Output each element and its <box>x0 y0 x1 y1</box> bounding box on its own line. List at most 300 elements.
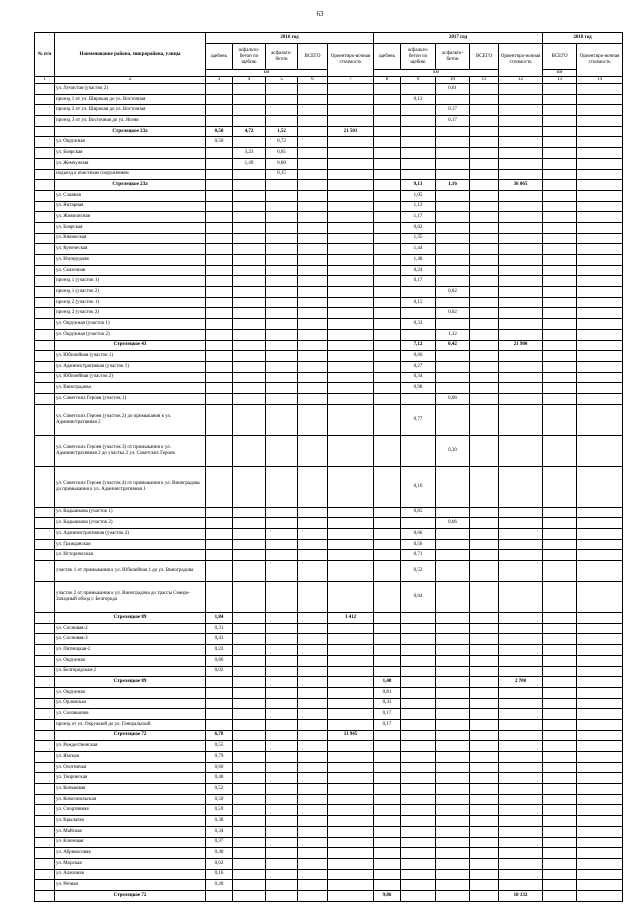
section-row <box>35 180 623 191</box>
row-number-cell <box>35 613 55 624</box>
value-cell <box>233 561 266 582</box>
value-cell <box>499 698 543 709</box>
value-cell <box>543 276 577 287</box>
value-cell <box>374 645 401 656</box>
section-name: Стрелецкое 43 <box>55 340 206 351</box>
value-cell: 0,52 <box>206 784 233 795</box>
value-cell <box>328 719 374 730</box>
column-index: 4 <box>233 77 266 84</box>
value-cell <box>470 784 499 795</box>
value-cell <box>401 84 436 95</box>
row-number-cell <box>35 297 55 308</box>
value-cell <box>543 666 577 677</box>
value-cell <box>401 623 436 634</box>
value-cell <box>298 329 328 340</box>
header-year-2018: 2018 год <box>543 33 623 44</box>
table-row <box>35 255 623 266</box>
value-cell <box>328 361 374 372</box>
value-cell <box>436 94 470 105</box>
value-cell <box>401 880 436 891</box>
value-cell <box>401 677 436 688</box>
value-cell <box>470 719 499 730</box>
value-cell <box>543 550 577 561</box>
street-name: ул. Советских Героев (участок 2) до примыкания к ул. Административная 2 <box>55 404 206 435</box>
value-cell <box>298 698 328 709</box>
row-number-cell <box>35 137 55 148</box>
value-cell <box>577 666 623 677</box>
row-number-cell <box>35 116 55 127</box>
value-cell <box>577 582 623 613</box>
value-cell <box>374 169 401 180</box>
value-cell: 0,02 <box>436 287 470 298</box>
value-cell <box>470 518 499 529</box>
table-row <box>35 709 623 720</box>
value-cell <box>298 180 328 191</box>
value-cell <box>470 372 499 383</box>
value-cell <box>298 190 328 201</box>
value-cell <box>266 677 298 688</box>
table-row <box>35 550 623 561</box>
value-cell <box>470 308 499 319</box>
value-cell: 21 900 <box>499 340 543 351</box>
value-cell: 0,86 <box>206 655 233 666</box>
value-cell <box>470 361 499 372</box>
value-cell: 1,48 <box>374 677 401 688</box>
row-number-cell <box>35 645 55 656</box>
street-name: ул. Советских Героев (участок 1) <box>55 393 206 404</box>
value-cell <box>470 709 499 720</box>
value-cell <box>266 222 298 233</box>
value-cell <box>499 265 543 276</box>
value-cell <box>233 805 266 816</box>
value-cell <box>374 435 401 466</box>
value-cell: 2 700 <box>499 677 543 688</box>
value-cell: 18 132 <box>499 890 543 901</box>
street-name: ул. Спортивная <box>55 805 206 816</box>
value-cell <box>206 148 233 159</box>
value-cell <box>266 858 298 869</box>
value-cell: 1,16 <box>436 180 470 191</box>
street-name: ул. Коньковая <box>55 784 206 795</box>
value-cell <box>577 383 623 394</box>
value-cell: 0,22 <box>206 645 233 656</box>
value-cell <box>543 645 577 656</box>
value-cell: 0,62 <box>206 858 233 869</box>
value-cell <box>577 518 623 529</box>
value-cell <box>401 687 436 698</box>
table-row <box>35 84 623 95</box>
value-cell <box>543 222 577 233</box>
value-cell <box>577 329 623 340</box>
value-cell <box>470 169 499 180</box>
value-cell <box>499 201 543 212</box>
row-number-cell <box>35 507 55 518</box>
value-cell: 0,55 <box>206 741 233 752</box>
value-cell <box>206 677 233 688</box>
value-cell <box>470 255 499 266</box>
value-cell <box>266 529 298 540</box>
table-row <box>35 361 623 372</box>
value-cell <box>206 351 233 362</box>
table-row <box>35 169 623 180</box>
value-cell <box>577 201 623 212</box>
value-cell <box>401 287 436 298</box>
value-cell <box>470 634 499 645</box>
value-cell <box>577 634 623 645</box>
value-cell <box>206 435 233 466</box>
value-cell <box>543 94 577 105</box>
value-cell: 21 501 <box>328 126 374 137</box>
table-row <box>35 837 623 848</box>
value-cell <box>577 265 623 276</box>
value-cell <box>374 880 401 891</box>
value-cell <box>543 190 577 201</box>
value-cell <box>499 784 543 795</box>
value-cell <box>470 582 499 613</box>
value-cell <box>374 393 401 404</box>
value-cell <box>298 613 328 624</box>
value-cell <box>298 550 328 561</box>
row-number-cell <box>35 719 55 730</box>
value-cell <box>401 116 436 127</box>
value-cell <box>436 773 470 784</box>
value-cell <box>233 666 266 677</box>
row-number-cell <box>35 677 55 688</box>
value-cell <box>206 466 233 507</box>
value-cell <box>206 190 233 201</box>
row-number-cell <box>35 361 55 372</box>
row-number-cell <box>35 105 55 116</box>
value-cell <box>436 319 470 330</box>
street-name: ул. Кадышкова (участок 1) <box>55 507 206 518</box>
value-cell <box>298 623 328 634</box>
value-cell <box>577 351 623 362</box>
value-cell <box>470 794 499 805</box>
value-cell <box>266 212 298 223</box>
table-row <box>35 265 623 276</box>
value-cell <box>499 730 543 741</box>
value-cell <box>543 137 577 148</box>
value-cell <box>470 826 499 837</box>
value-cell <box>470 730 499 741</box>
value-cell <box>436 816 470 827</box>
value-cell: 0,17 <box>436 105 470 116</box>
street-name: ул. Сосновая-3 <box>55 634 206 645</box>
row-number-cell <box>35 539 55 550</box>
value-cell <box>577 393 623 404</box>
street-name: ул. Юбилейная (участок 2) <box>55 372 206 383</box>
value-cell <box>470 848 499 859</box>
table-row <box>35 319 623 330</box>
row-number-cell <box>35 582 55 613</box>
value-cell <box>328 762 374 773</box>
table-row <box>35 137 623 148</box>
value-cell <box>206 582 233 613</box>
value-cell <box>298 84 328 95</box>
table-row <box>35 308 623 319</box>
value-cell <box>436 529 470 540</box>
value-cell <box>436 466 470 507</box>
value-cell: 1,48 <box>401 255 436 266</box>
table-row <box>35 539 623 550</box>
value-cell <box>577 805 623 816</box>
row-number-cell <box>35 180 55 191</box>
street-name: ул. Охотничья <box>55 762 206 773</box>
row-number-cell <box>35 784 55 795</box>
value-cell <box>470 466 499 507</box>
value-cell <box>543 158 577 169</box>
row-number-cell <box>35 169 55 180</box>
value-cell <box>266 561 298 582</box>
value-cell <box>436 201 470 212</box>
value-cell <box>328 287 374 298</box>
value-cell: 0,31 <box>206 623 233 634</box>
value-cell <box>233 116 266 127</box>
value-cell <box>470 837 499 848</box>
value-cell <box>266 719 298 730</box>
value-cell <box>499 297 543 308</box>
value-cell: 0,05 <box>266 148 298 159</box>
value-cell <box>374 372 401 383</box>
value-cell <box>374 297 401 308</box>
value-cell <box>298 212 328 223</box>
value-cell <box>499 848 543 859</box>
table-row <box>35 435 623 466</box>
value-cell <box>543 518 577 529</box>
row-number-cell <box>35 666 55 677</box>
value-cell <box>499 222 543 233</box>
value-cell <box>206 276 233 287</box>
value-cell <box>328 201 374 212</box>
value-cell <box>543 677 577 688</box>
value-cell <box>499 655 543 666</box>
value-cell <box>266 308 298 319</box>
row-number-cell <box>35 319 55 330</box>
column-index: 12 <box>499 77 543 84</box>
value-cell <box>233 94 266 105</box>
value-cell: 4,72 <box>233 126 266 137</box>
section-row <box>35 126 623 137</box>
value-cell <box>266 116 298 127</box>
value-cell <box>374 255 401 266</box>
value-cell <box>499 169 543 180</box>
value-cell <box>577 244 623 255</box>
value-cell <box>470 752 499 763</box>
header-cost: Ориентиро-вочная стоимость <box>499 44 543 77</box>
value-cell <box>266 773 298 784</box>
value-cell <box>298 890 328 901</box>
value-cell <box>577 212 623 223</box>
header-scheben: щебень <box>206 44 233 70</box>
value-cell <box>543 794 577 805</box>
value-cell <box>233 837 266 848</box>
column-index: 11 <box>470 77 499 84</box>
value-cell <box>328 858 374 869</box>
value-cell <box>499 276 543 287</box>
value-cell <box>374 858 401 869</box>
street-name: ул. Юбилейная (участок 1) <box>55 351 206 362</box>
street-name: участок 2 от примыкания к ул. Виноградова до трассы Северо-Западный обход г. Белгорода <box>55 582 206 613</box>
value-cell <box>577 550 623 561</box>
value-cell <box>206 244 233 255</box>
value-cell <box>298 94 328 105</box>
street-name: ул. Изумрудная <box>55 255 206 266</box>
value-cell: 0,66 <box>401 351 436 362</box>
value-cell <box>470 880 499 891</box>
value-cell <box>233 393 266 404</box>
value-cell <box>206 698 233 709</box>
row-number-cell <box>35 435 55 466</box>
value-cell <box>233 507 266 518</box>
value-cell <box>266 255 298 266</box>
value-cell <box>298 148 328 159</box>
page-number: 63 <box>316 10 324 18</box>
value-cell <box>374 529 401 540</box>
value-cell <box>374 773 401 784</box>
value-cell <box>543 329 577 340</box>
value-cell <box>499 383 543 394</box>
value-cell <box>470 158 499 169</box>
value-cell <box>233 169 266 180</box>
street-name: ул. Гражданская <box>55 539 206 550</box>
value-cell: 0,62 <box>401 222 436 233</box>
value-cell <box>206 329 233 340</box>
value-cell <box>206 116 233 127</box>
value-cell <box>233 244 266 255</box>
value-cell <box>233 361 266 372</box>
row-number-cell <box>35 255 55 266</box>
value-cell <box>328 709 374 720</box>
value-cell: 0,27 <box>401 361 436 372</box>
value-cell <box>328 94 374 105</box>
value-cell <box>266 404 298 435</box>
value-cell <box>233 634 266 645</box>
column-index: 13 <box>543 77 577 84</box>
value-cell <box>328 116 374 127</box>
value-cell <box>499 773 543 784</box>
value-cell <box>233 645 266 656</box>
value-cell <box>233 212 266 223</box>
value-cell <box>577 837 623 848</box>
street-name: ул. Ямская <box>55 752 206 763</box>
value-cell <box>543 404 577 435</box>
value-cell <box>328 244 374 255</box>
value-cell: 36 065 <box>499 180 543 191</box>
value-cell: 1,35 <box>401 233 436 244</box>
value-cell <box>577 137 623 148</box>
value-cell <box>328 148 374 159</box>
value-cell <box>499 116 543 127</box>
value-cell <box>436 890 470 901</box>
row-number-cell <box>35 752 55 763</box>
value-cell <box>543 319 577 330</box>
value-cell: 0,24 <box>401 265 436 276</box>
value-cell <box>266 890 298 901</box>
street-name: ул. Соловьиная <box>55 709 206 720</box>
value-cell <box>233 762 266 773</box>
value-cell: 0,56 <box>401 539 436 550</box>
value-cell <box>470 550 499 561</box>
value-cell <box>401 148 436 159</box>
value-cell <box>233 190 266 201</box>
value-cell <box>436 837 470 848</box>
value-cell <box>499 84 543 95</box>
value-cell <box>266 287 298 298</box>
value-cell <box>470 233 499 244</box>
value-cell <box>499 634 543 645</box>
value-cell <box>298 361 328 372</box>
row-number-cell <box>35 518 55 529</box>
value-cell <box>298 655 328 666</box>
value-cell <box>499 190 543 201</box>
value-cell <box>436 212 470 223</box>
value-cell <box>577 623 623 634</box>
value-cell <box>328 666 374 677</box>
value-cell <box>298 351 328 362</box>
column-index: 5 <box>266 77 298 84</box>
value-cell <box>298 319 328 330</box>
value-cell <box>374 666 401 677</box>
value-cell <box>436 698 470 709</box>
value-cell <box>401 890 436 901</box>
value-cell <box>499 794 543 805</box>
table-row <box>35 623 623 634</box>
value-cell <box>266 276 298 287</box>
value-cell <box>499 105 543 116</box>
value-cell <box>298 858 328 869</box>
value-cell <box>328 158 374 169</box>
value-cell <box>436 169 470 180</box>
value-cell <box>577 319 623 330</box>
value-cell <box>328 826 374 837</box>
row-number-cell <box>35 634 55 645</box>
value-cell <box>401 730 436 741</box>
value-cell <box>374 507 401 518</box>
value-cell <box>577 361 623 372</box>
value-cell <box>436 687 470 698</box>
value-cell <box>328 297 374 308</box>
value-cell <box>470 539 499 550</box>
value-cell <box>328 329 374 340</box>
value-cell <box>328 529 374 540</box>
value-cell <box>401 848 436 859</box>
value-cell <box>470 105 499 116</box>
value-cell <box>298 634 328 645</box>
value-cell <box>328 773 374 784</box>
header-cost: Ориентиро-вочная стоимость <box>577 44 623 77</box>
value-cell <box>401 858 436 869</box>
value-cell <box>543 466 577 507</box>
value-cell <box>577 340 623 351</box>
value-cell <box>543 816 577 827</box>
row-number-cell <box>35 287 55 298</box>
value-cell <box>577 826 623 837</box>
value-cell <box>470 383 499 394</box>
value-cell <box>577 404 623 435</box>
value-cell <box>374 634 401 645</box>
value-cell <box>499 233 543 244</box>
value-cell <box>233 308 266 319</box>
value-cell <box>328 550 374 561</box>
value-cell <box>577 222 623 233</box>
value-cell <box>328 351 374 362</box>
value-cell <box>470 393 499 404</box>
value-cell <box>328 837 374 848</box>
value-cell <box>298 158 328 169</box>
value-cell <box>328 645 374 656</box>
section-name: Стрелецкое 23а <box>55 126 206 137</box>
table-row <box>35 287 623 298</box>
